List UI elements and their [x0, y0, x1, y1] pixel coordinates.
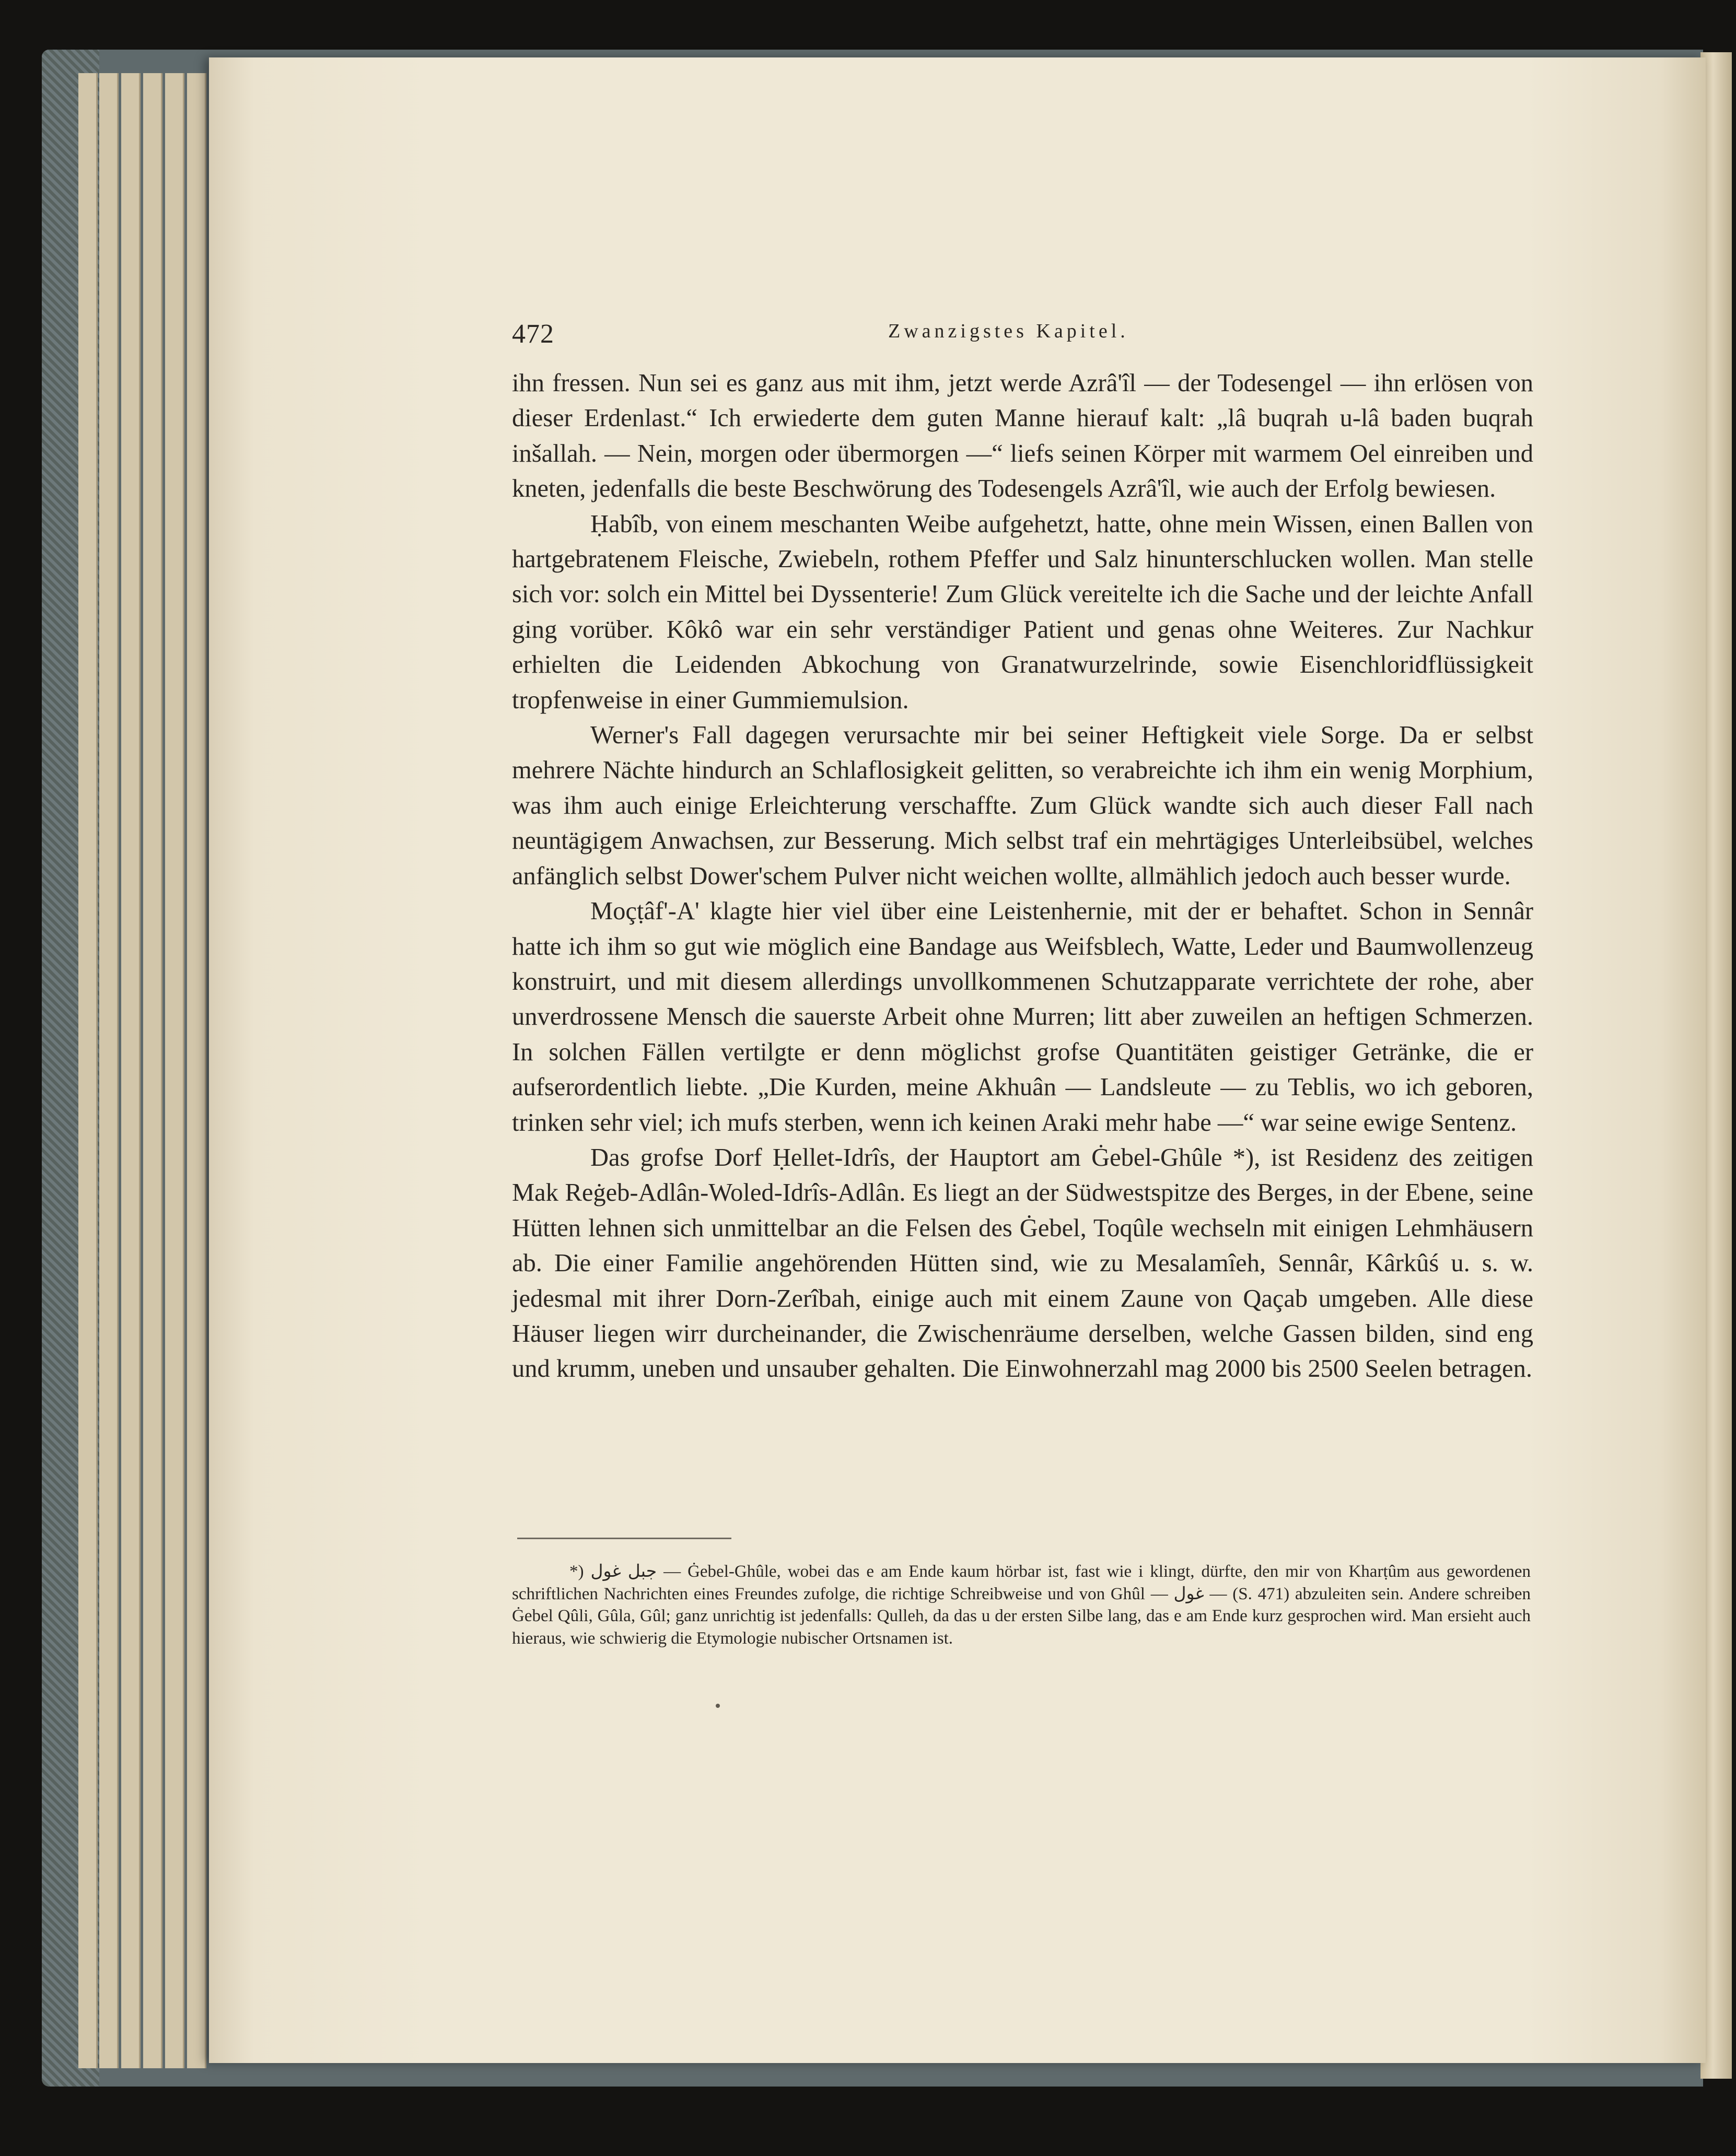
- page-edge: [121, 73, 141, 2068]
- page-edge: [187, 73, 206, 2068]
- paragraph: Das grofse Dorf Ḥellet-Idrîs, der Hauptort am Ġebel-Ghûle *), ist Residenz des zeitigen Mak Reġeb-Adlân-Woled-Idrîs-Adlân. Es liegt an der Südwestspitze des Berges, in der Ebene, seine Hütten lehnen sich unmittelbar an die Felsen des Ġebel, Toqûle wechseln mit einigen Lehmhäusern ab. Die einer Familie angehörenden Hütten sind, wie zu Mesalamîeh, Sennâr, Kârkûś u. s. w. jedesmal mit ihrer Dorn-Zerîbah, einige auch mit einem Zaune von Qaçab umgeben. Alle diese Häuser liegen wirr durcheinander, die Zwischenräume derselben, welche Gassen bilden, sind eng und krumm, uneben und unsauber gehalten. Die Einwohnerzahl mag 2000 bis 2500 Seelen betragen.: [512, 1143, 1533, 1383]
- paragraph: Moçṭâf'-A' klagte hier viel über eine Leistenhernie, mit der er behaftet. Schon in Sennâr hatte ich ihm so gut wie möglich eine Bandage aus Weifsblech, Watte, Leder und Baumwollenzeug konstruirt, und mit diesem allerdings unvollkommenen Schutzapparate verrichtete der rohe, aber unverdrossene Mensch die sauerste Arbeit ohne Murren; litt aber zuweilen an heftigen Schmerzen. In solchen Fällen vertilgte er denn möglichst grofse Quantitäten geistiger Getränke, die er aufserordentlich liebte. „Die Kurden, meine Akhuân — Landsleute — zu Teblis, wo ich geboren, trinken sehr viel; ich mufs sterben, wenn ich keinen Araki mehr habe —“ war seine ewige Sentenz.: [512, 897, 1533, 1136]
- page-number: 472: [512, 319, 554, 349]
- paragraph: ihn fressen. Nun sei es ganz aus mit ihm, jetzt werde Azrâ'îl — der Todesengel — ihn erlösen von dieser Erdenlast.“ Ich erwiederte dem guten Manne hierauf kalt: „lâ buqrah u-lâ baden buqrah inšallah. — Nein, morgen oder übermorgen —“ liefs seinen Körper mit warmem Oel einreiben und kneten, jedenfalls die beste Beschwörung des Todesengels Azrâ'îl, wie auch der Erfolg bewiesen.: [512, 369, 1533, 503]
- page-edge: [165, 73, 184, 2068]
- running-title: Zwanzigstes Kapitel.: [888, 320, 1129, 342]
- footnote-rule: [517, 1538, 731, 1539]
- paragraph: Werner's Fall dagegen verursachte mir bei seiner Heftigkeit viele Sorge. Da er selbst mehrere Nächte hindurch an Schlaflosigkeit gelitten, so verabreichte ich ihm ein wenig Morphium, was ihm auch einige Erleichterung verschaffte. Zum Glück wandte sich auch dieser Fall nach neuntägigem Anwachsen, zur Besserung. Mich selbst traf ein mehrtägiges Unterleibsübel, welches anfänglich selbst Dower'schem Pulver nicht weichen wollte, allmählich jedoch auch besser wurde.: [512, 721, 1533, 890]
- ink-speck: [716, 1704, 720, 1708]
- footnote: [512, 1561, 1531, 1650]
- body-text: [512, 366, 1533, 1387]
- page-edge: [143, 73, 162, 2068]
- footnote-text: *) جبل غول — Ġebel-Ghûle, wobei das e am Ende kaum hörbar ist, fast wie i klingt, dürfte, den mir von Kharṭûm aus gewordenen schriftlichen Nachrichten eines Freundes zufolge, die richtige Schreibweise und von Ghûl — غول — (S. 471) abzuleiten sein. Andere schreiben Ġebel Qûli, Gûla, Gûl; ganz unrichtig ist jedenfalls: Qulleh, da das u der ersten Silbe lang, das e am Ende kurz gesprochen wird. Man ersieht auch hieraus, wie schwierig die Etymologie nubischer Ortsnamen ist.: [512, 1562, 1531, 1648]
- page-edge: [99, 73, 119, 2068]
- paragraph: Ḥabîb, von einem meschanten Weibe aufgehetzt, hatte, ohne mein Wissen, einen Ballen von hartgebratenem Fleische, Zwiebeln, rothem Pfeffer und Salz hinunterschlucken wollen. Man stelle sich vor: solch ein Mittel bei Dyssenterie! Zum Glück vereitelte ich die Sache und der leichte Anfall ging vorüber. Kôkô war ein sehr verständiger Patient und genas ohne Weiteres. Zur Nachkur erhielten die Leidenden Abkochung von Granatwurzelrinde, sowie Eisenchloridflüssigkeit tropfenweise in einer Gummiemulsion.: [512, 510, 1533, 714]
- page-edge: [78, 73, 98, 2068]
